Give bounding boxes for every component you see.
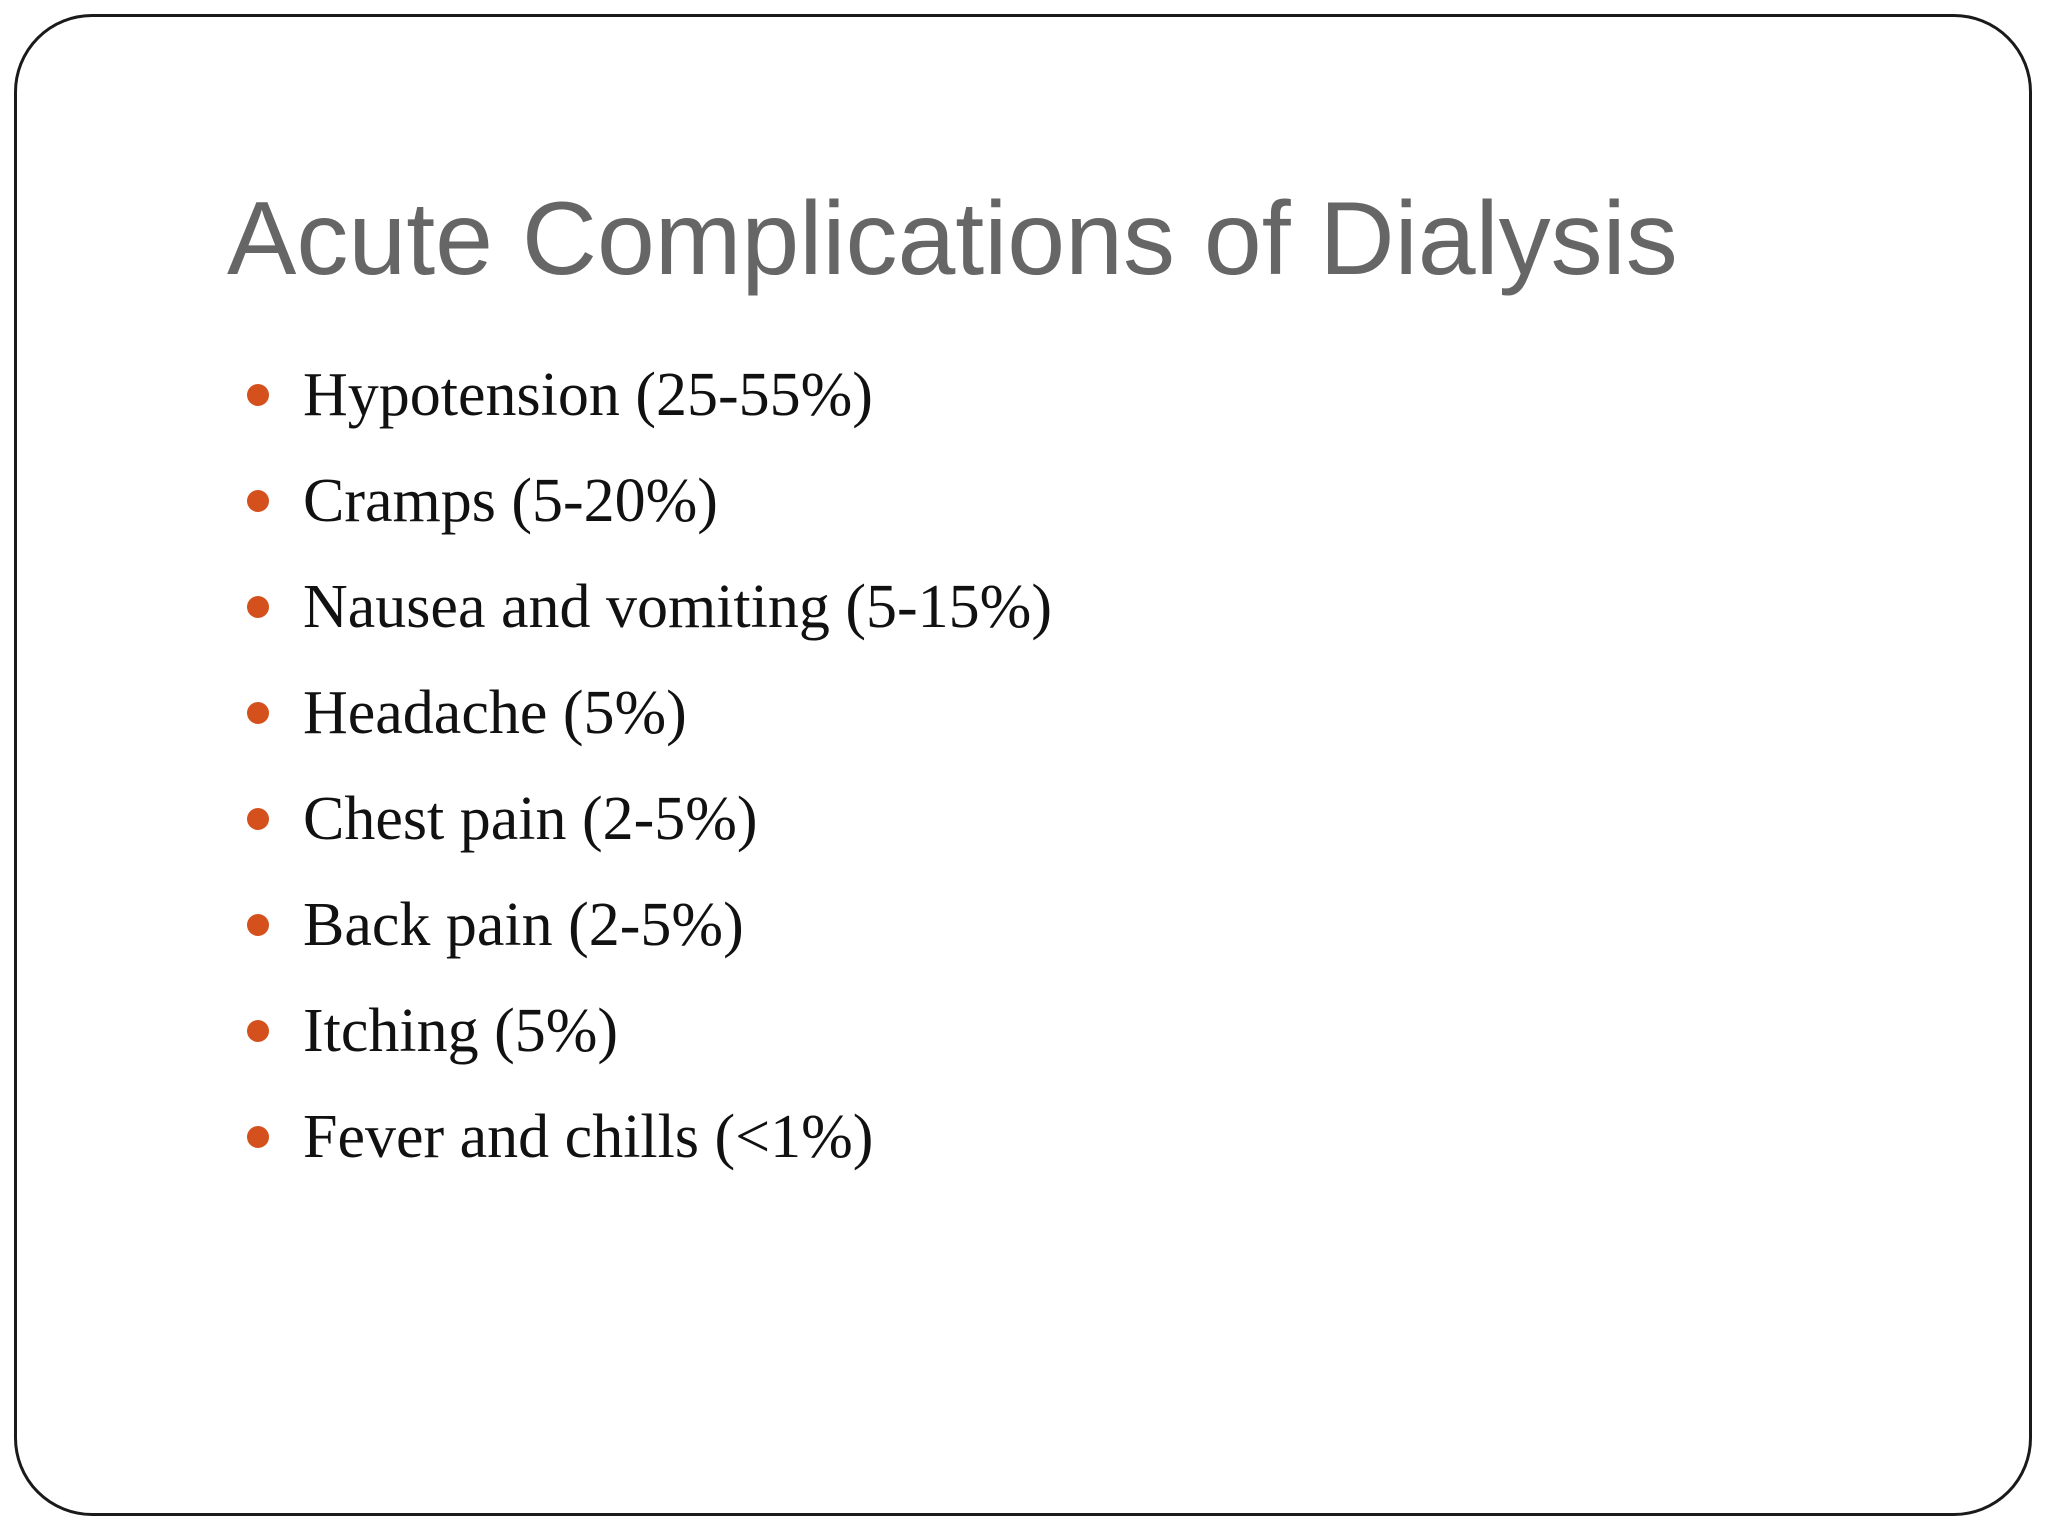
bullet-dot-icon (247, 490, 269, 512)
bullet-dot-icon (247, 702, 269, 724)
bullet-text: Back pain (2-5%) (303, 891, 744, 959)
bullet-text: Nausea and vomiting (5-15%) (303, 573, 1052, 641)
bullet-text: Headache (5%) (303, 679, 687, 747)
bullet-text: Itching (5%) (303, 997, 619, 1065)
bullet-text: Chest pain (2-5%) (303, 785, 758, 853)
bullet-text: Hypotension (25-55%) (303, 361, 873, 429)
bullet-dot-icon (247, 914, 269, 936)
bullet-text: Cramps (5-20%) (303, 467, 718, 535)
bullet-dot-icon (247, 808, 269, 830)
bullet-text: Fever and chills (<1%) (303, 1103, 874, 1171)
bullet-dot-icon (247, 1126, 269, 1148)
bullet-dot-icon (247, 384, 269, 406)
slide-frame (14, 14, 2032, 1516)
bullet-dot-icon (247, 596, 269, 618)
bullet-dot-icon (247, 1020, 269, 1042)
slide-title: Acute Complications of Dialysis (227, 181, 1678, 297)
